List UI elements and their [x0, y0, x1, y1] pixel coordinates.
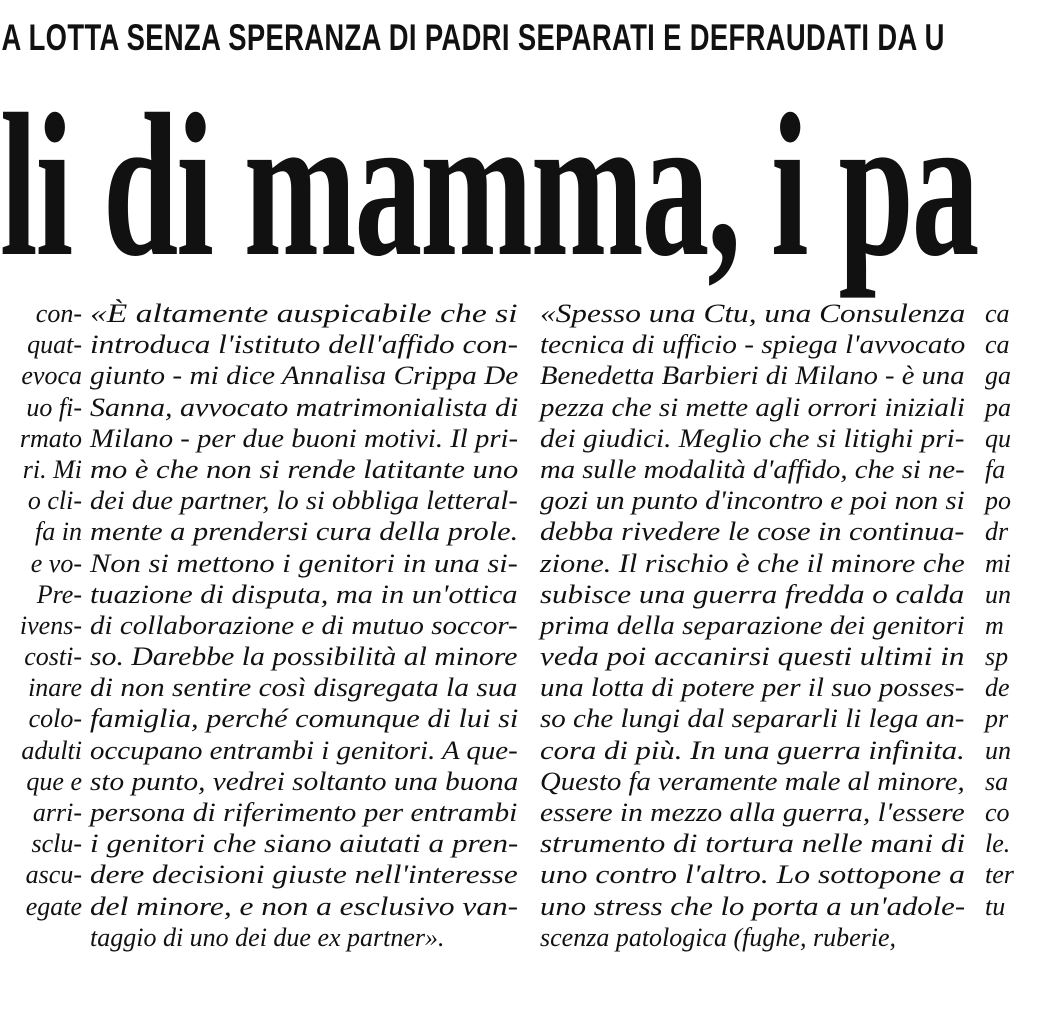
article-line: una lotta di potere per il suo posses-: [540, 673, 965, 703]
article-line: persona di riferimento per entrambi: [90, 798, 518, 827]
article-line: egate: [25, 891, 82, 921]
article-line: con-: [35, 299, 82, 328]
article-line: ascu-: [25, 860, 82, 890]
article-line: pr: [985, 704, 1009, 734]
article-line: Pre-: [36, 579, 82, 609]
article-line: pa: [985, 392, 1011, 422]
article-line: le.: [985, 829, 1011, 859]
article-line: ivens-: [19, 610, 82, 640]
article-line: inare: [28, 673, 82, 703]
article-line: sa: [985, 766, 1009, 796]
article-line: essere in mezzo alla guerra, l'essere: [540, 798, 965, 827]
article-line: «È altamente auspicabile che si: [90, 299, 518, 328]
article-line: un: [985, 735, 1011, 765]
article-line: Benedetta Barbieri di Milano - è una: [540, 361, 965, 391]
article-line: arri-: [32, 798, 82, 827]
article-line: Non si mettono i genitori in una si-: [90, 548, 518, 578]
article-column-1: [0, 298, 82, 922]
article-line: strumento di tortura nelle mani di: [540, 829, 966, 859]
article-line: Sanna, avvocato matrimonialista di: [90, 392, 519, 422]
article-line: ga: [985, 361, 1011, 391]
article-line: mo è che non si rende latitante uno: [90, 454, 519, 484]
article-column-2: [90, 298, 518, 953]
article-line: cora di più. In una guerra infinita.: [540, 735, 965, 765]
article-line: fa: [985, 454, 1006, 484]
article-line: uno stress che lo porta a un'adole-: [540, 891, 966, 921]
article-line: Questo fa veramente male al minore,: [540, 766, 965, 796]
article-line: rmato: [19, 423, 82, 453]
article-line: subisce una guerra fredda o calda: [540, 579, 965, 609]
article-line: introduca l'istituto dell'affido con-: [90, 330, 519, 360]
article-line: «Spesso una Ctu, una Consulenza: [540, 299, 966, 328]
article-line: debba rivedere le cose in continua-: [540, 517, 965, 547]
article-line: di non sentire così disgregata la sua: [90, 673, 518, 703]
article-column-4: [985, 298, 1024, 922]
article-line: so che lungi dal separarli li lega an-: [540, 704, 965, 734]
article-line: mente a prendersi cura della prole.: [90, 517, 519, 547]
article-line: ca: [985, 299, 1010, 328]
article-line: so. Darebbe la possibilità al minore: [90, 642, 518, 672]
article-line: uno contro l'altro. Lo sottopone a: [540, 860, 965, 890]
article-line: Milano - per due buoni motivi. Il pri-: [90, 423, 519, 453]
article-line: sto punto, vedrei soltanto una buona: [90, 766, 519, 796]
article-line: evoca: [21, 361, 82, 391]
article-line: i genitori che siano aiutati a pren-: [90, 829, 519, 859]
article-line: dere decisioni giuste nell'interesse: [90, 860, 518, 890]
article-line: zione. Il rischio è che il minore che: [540, 548, 965, 578]
article-line: po: [985, 486, 1011, 516]
article-column-3: [540, 298, 965, 953]
article-line: sp: [985, 642, 1009, 672]
article-line: veda poi accanirsi questi ultimi in: [540, 642, 965, 672]
article-line: giunto - mi dice Annalisa Crippa De: [90, 361, 519, 391]
article-line: gozi un punto d'incontro e poi non si: [540, 486, 965, 516]
article-line: o cli-: [27, 486, 82, 516]
article-line: scenza patologica (fughe, ruberie,: [540, 922, 896, 952]
article-line: occupano entrambi i genitori. A que-: [90, 735, 518, 765]
article-line: e vo-: [30, 548, 82, 578]
article-line: dei giudici. Meglio che si litighi pri-: [540, 423, 965, 453]
article-line: del minore, e non a esclusivo van-: [90, 891, 519, 921]
article-line: tecnica di ufficio - spiega l'avvocato: [540, 330, 966, 360]
article-line: ri. Mi: [22, 454, 82, 484]
article-line: ma sulle modalità d'affido, che si ne-: [540, 454, 965, 484]
article-line: ca: [985, 330, 1010, 360]
article-line: taggio di uno dei due ex partner».: [90, 922, 445, 952]
article-line: prima della separazione dei genitori: [540, 610, 965, 640]
article-line: costi-: [24, 642, 82, 672]
article-line: co: [985, 798, 1010, 827]
article-line: famiglia, perché comunque di lui si: [90, 704, 519, 734]
article-line: de: [985, 673, 1010, 703]
article-line: adulti: [21, 735, 82, 765]
article-line: qu: [985, 423, 1011, 453]
main-headline: li di mamma, i pa: [0, 72, 978, 299]
article-line: di collaborazione e di mutuo soccor-: [90, 610, 518, 640]
article-line: dei due partner, lo si obbliga letteral-: [90, 486, 518, 516]
article-line: quat-: [27, 330, 82, 360]
article-line: pezza che si mette agli orrori iniziali: [540, 392, 965, 422]
article-line: colo-: [28, 704, 82, 734]
article-line: uo fi-: [26, 392, 82, 422]
article-line: un: [985, 579, 1011, 609]
kicker-headline: A LOTTA SENZA SPERANZA DI PADRI SEPARATI E DEFRAUDATI DA U: [1, 17, 945, 58]
article-line: tu: [985, 891, 1006, 921]
article-line: mi: [985, 548, 1011, 578]
article-line: ter: [985, 860, 1014, 890]
article-line: sclu-: [31, 829, 82, 859]
article-line: tuazione di disputa, ma in un'ottica: [90, 579, 518, 609]
article-line: que e: [26, 766, 82, 796]
article-line: dr: [985, 517, 1009, 547]
article-line: m: [985, 610, 1004, 640]
article-line: fa in: [35, 517, 82, 547]
